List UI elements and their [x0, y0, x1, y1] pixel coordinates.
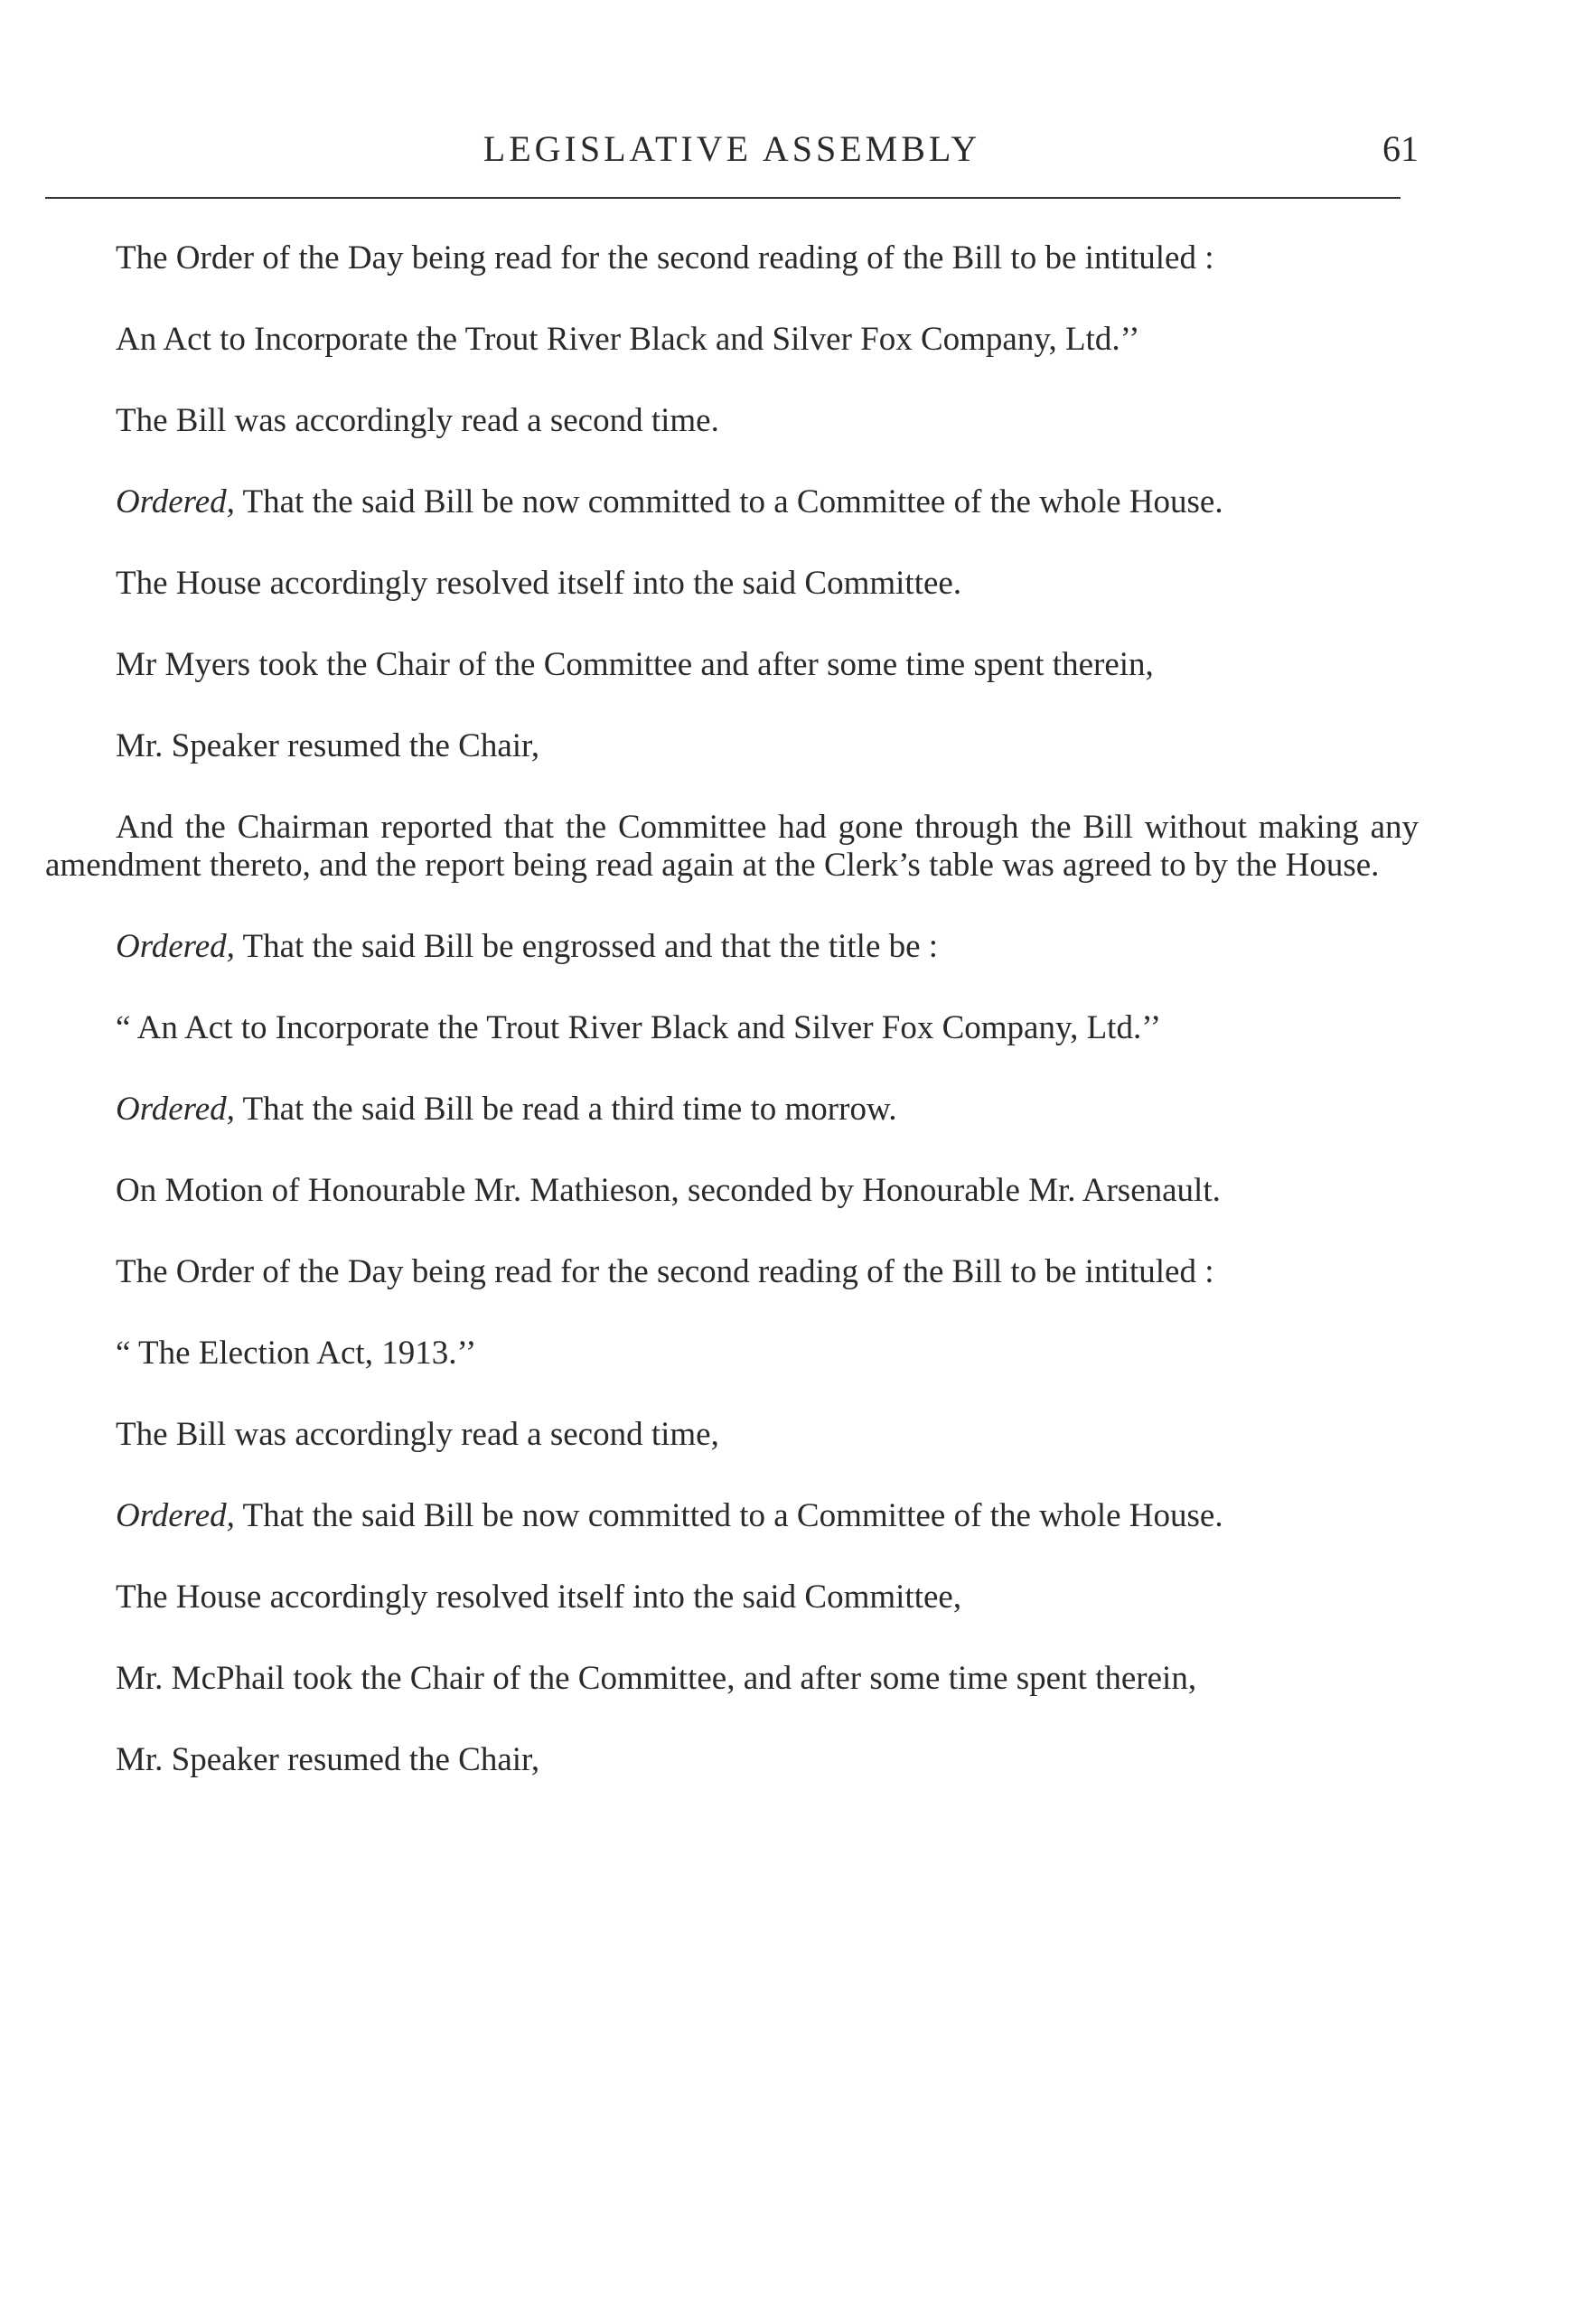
header-rule: [45, 197, 1401, 199]
paragraph-lead: Ordered,: [116, 483, 235, 520]
paragraph-text: On Motion of Honourable Mr. Mathieson, seconded by Honourable Mr. Arsenault.: [116, 1172, 1221, 1209]
paragraph-text: The Bill was accordingly read a second time,: [116, 1416, 719, 1453]
paragraph-text: The Order of the Day being read for the second reading of the Bill to be intituled :: [116, 239, 1214, 276]
paragraph: [45, 239, 1419, 277]
paragraph-text: Mr. Speaker resumed the Chair,: [116, 1741, 540, 1778]
paragraph-lead: Ordered,: [116, 1497, 235, 1534]
paragraph: [45, 1497, 1419, 1535]
paragraph-lead: Ordered,: [116, 928, 235, 965]
page-number: 61: [1382, 128, 1419, 169]
paragraph: [45, 1579, 1419, 1616]
paragraph: [45, 809, 1419, 885]
paragraph: [45, 483, 1419, 521]
paragraph-text: “ The Election Act, 1913.’’: [116, 1335, 477, 1372]
paragraph-text: That the said Bill be read a third time to morrow.: [242, 1091, 897, 1128]
paragraph-text: Mr. Speaker resumed the Chair,: [116, 727, 540, 764]
paragraph: [45, 1660, 1419, 1698]
paragraph-text: Mr Myers took the Chair of the Committee and after some time spent therein,: [116, 646, 1154, 683]
paragraph-text: The Order of the Day being read for the second reading of the Bill to be intituled :: [116, 1253, 1214, 1290]
paragraph-text: The Bill was accordingly read a second time.: [116, 402, 719, 439]
paragraph-text: Mr. McPhail took the Chair of the Committee, and after some time spent therein,: [116, 1660, 1197, 1697]
paragraph: [45, 321, 1419, 359]
paragraph: [45, 928, 1419, 966]
paragraph: [45, 565, 1419, 603]
paragraph-text: That the said Bill be engrossed and that the title be :: [242, 928, 939, 965]
page-header: [45, 122, 1419, 176]
running-head: LEGISLATIVE ASSEMBLY: [483, 128, 981, 169]
paragraph: [45, 1172, 1419, 1210]
paragraph: [45, 727, 1419, 765]
paragraph: [45, 1741, 1419, 1779]
paragraph-text: That the said Bill be now committed to a Committee of the whole House.: [242, 1497, 1223, 1534]
paragraph-text: That the said Bill be now committed to a Committee of the whole House.: [242, 483, 1223, 520]
paragraph-text: An Act to Incorporate the Trout River Black and Silver Fox Company, Ltd.’’: [116, 321, 1140, 358]
paragraph: [45, 1416, 1419, 1454]
paragraph: [45, 402, 1419, 440]
paragraph: [45, 1335, 1419, 1373]
paragraph-text: “ An Act to Incorporate the Trout River Black and Silver Fox Company, Ltd.’’: [116, 1009, 1162, 1046]
paragraph-text: The House accordingly resolved itself into the said Committee.: [116, 565, 962, 602]
paragraph-text: The House accordingly resolved itself into the said Committee,: [116, 1579, 962, 1616]
paragraph: [45, 1253, 1419, 1291]
paragraph: [45, 646, 1419, 684]
paragraph: [45, 1009, 1419, 1047]
paragraph: [45, 1091, 1419, 1129]
body-text: [45, 239, 1419, 1823]
paragraph-lead: Ordered,: [116, 1091, 235, 1128]
paragraph-text: And the Chairman reported that the Committee had gone through the Bill without making any amendment thereto, and the report being read again at the Clerk’s table was agreed to by the House.: [45, 809, 1419, 884]
